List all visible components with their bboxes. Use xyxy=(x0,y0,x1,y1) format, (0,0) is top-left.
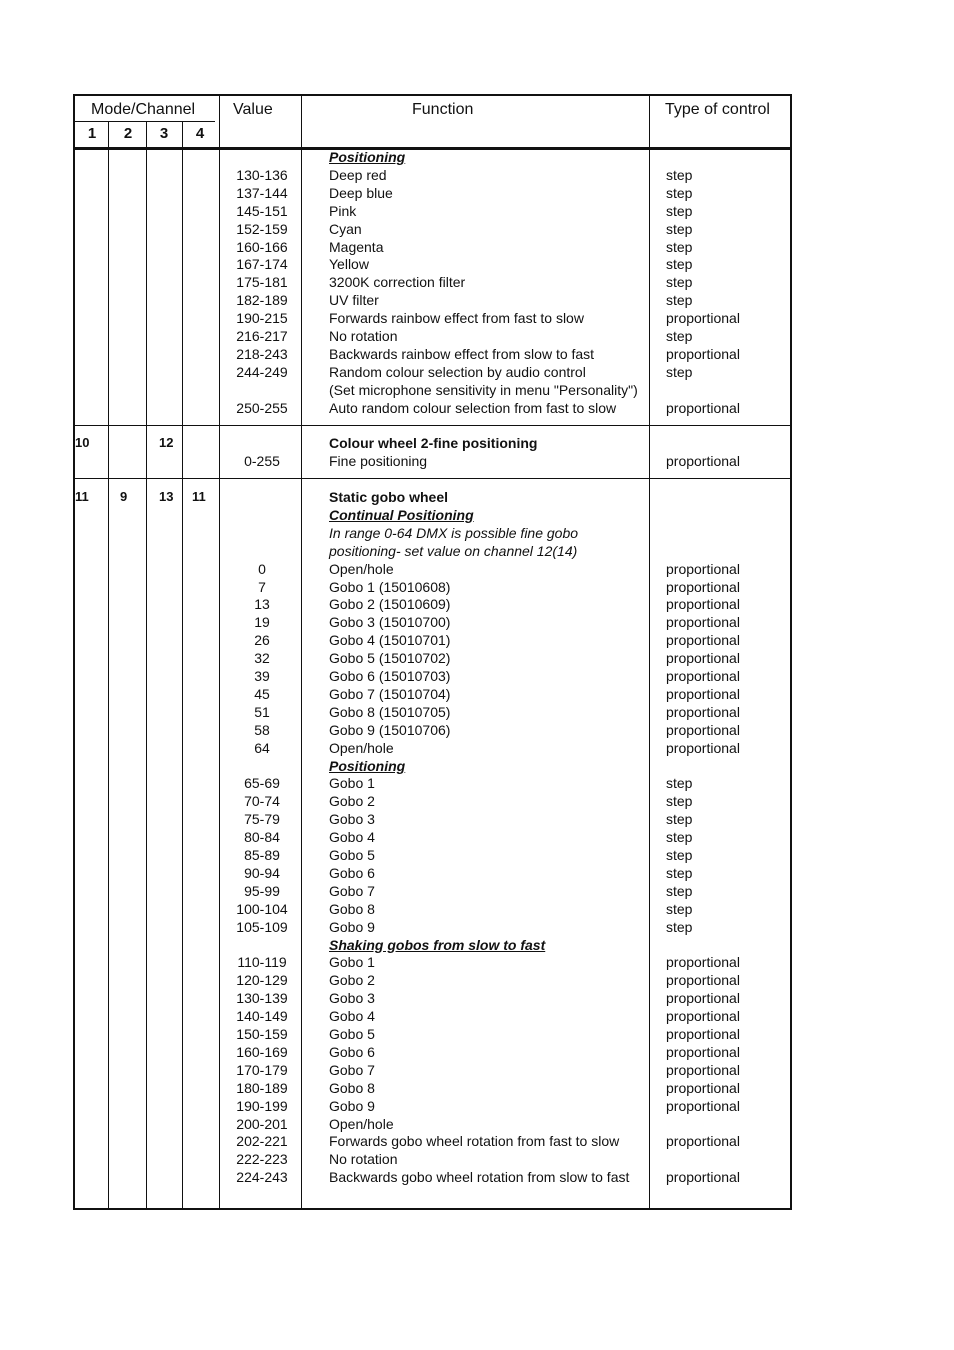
type-cell: proportional xyxy=(666,721,740,738)
table-row xyxy=(75,345,790,363)
value-cell: 170-179 xyxy=(236,1061,288,1078)
value-cell: 75-79 xyxy=(244,811,280,828)
table-row xyxy=(75,900,790,918)
value-cell: 0-255 xyxy=(244,453,280,469)
table-row xyxy=(75,220,790,238)
value-cell: 150-159 xyxy=(236,1026,288,1042)
function-cell: Gobo 8 (15010705) xyxy=(329,703,451,720)
function-cell: Gobo 4 xyxy=(329,1008,375,1025)
type-cell: step xyxy=(666,829,693,846)
function-cell: Gobo 1 (15010608) xyxy=(329,578,451,595)
dmx-channel-table xyxy=(73,94,792,1210)
table-row xyxy=(75,828,790,846)
table-row xyxy=(75,1007,790,1025)
function-cell: Gobo 5 xyxy=(329,1026,375,1042)
function-cell: Gobo 3 xyxy=(329,990,375,1007)
section-divider xyxy=(75,478,790,479)
type-cell: step xyxy=(666,775,693,792)
value-cell: 160-166 xyxy=(236,238,288,255)
function-cell: Backwards gobo wheel rotation from slow to fast xyxy=(329,1169,630,1186)
function-cell: Positioning xyxy=(329,149,406,165)
function-cell: Magenta xyxy=(329,238,384,255)
channel-mode-2: 9 xyxy=(120,489,128,504)
table-row xyxy=(75,774,790,792)
table-row xyxy=(75,452,790,470)
function-cell: Gobo 3 (15010700) xyxy=(329,614,451,631)
table-row xyxy=(75,488,790,506)
channel-mode-1: 10 xyxy=(75,435,90,450)
table-row xyxy=(75,1132,790,1150)
function-cell: Gobo 5 (15010702) xyxy=(329,650,451,667)
type-cell: step xyxy=(666,918,693,935)
value-cell: 222-223 xyxy=(236,1151,288,1168)
function-cell: Gobo 6 xyxy=(329,1043,375,1060)
function-cell: Static gobo wheel xyxy=(329,489,449,505)
function-cell: Positioning xyxy=(329,757,406,774)
function-cell: Gobo 5 xyxy=(329,847,375,863)
function-cell: Gobo 8 xyxy=(329,1079,375,1096)
value-cell: 45 xyxy=(254,685,270,702)
table-row xyxy=(75,506,790,524)
table-row xyxy=(75,882,790,900)
value-cell: 167-174 xyxy=(236,256,288,273)
channel-mode-4: 11 xyxy=(192,489,206,504)
type-cell: step xyxy=(666,292,693,309)
function-cell: UV filter xyxy=(329,292,379,309)
type-cell: proportional xyxy=(666,1026,740,1042)
table-row xyxy=(75,721,790,739)
table-row xyxy=(75,524,790,542)
type-cell: proportional xyxy=(666,453,740,469)
value-cell: 32 xyxy=(254,650,270,667)
table-row xyxy=(75,936,790,954)
table-row xyxy=(75,631,790,649)
type-cell: proportional xyxy=(666,739,740,756)
type-cell: proportional xyxy=(666,1043,740,1060)
function-cell: Fine positioning xyxy=(329,453,428,469)
function-cell: (Set microphone sensitivity in menu "Personality") xyxy=(329,381,638,398)
value-cell: 130-139 xyxy=(236,990,288,1007)
value-cell: 39 xyxy=(254,668,270,684)
value-cell: 95-99 xyxy=(244,882,280,899)
value-cell: 64 xyxy=(254,739,270,756)
value-cell: 105-109 xyxy=(236,918,288,935)
value-cell: 130-136 xyxy=(236,166,288,183)
type-cell: proportional xyxy=(666,345,740,362)
value-cell: 218-243 xyxy=(236,345,288,362)
table-row xyxy=(75,184,790,202)
table-row xyxy=(75,918,790,936)
type-of-control-header: Type of control xyxy=(665,101,770,118)
mode-header-divider xyxy=(75,121,215,122)
type-cell: proportional xyxy=(666,596,740,613)
type-cell: step xyxy=(666,811,693,828)
value-cell: 0 xyxy=(258,560,266,577)
type-cell: proportional xyxy=(666,650,740,667)
function-cell: Gobo 9 xyxy=(329,1097,375,1114)
function-header: Function xyxy=(412,101,474,118)
value-cell: 80-84 xyxy=(244,829,280,846)
function-cell: Auto random colour selection from fast to slow xyxy=(329,399,617,416)
table-row xyxy=(75,864,790,882)
type-cell: proportional xyxy=(666,1097,740,1114)
type-cell: proportional xyxy=(666,685,740,702)
table-row xyxy=(75,273,790,291)
value-cell: 13 xyxy=(254,596,270,613)
function-cell: Gobo 6 (15010703) xyxy=(329,668,451,684)
table-row xyxy=(75,1025,790,1043)
function-cell: Gobo 8 xyxy=(329,900,375,917)
table-row xyxy=(75,685,790,703)
value-cell: 182-189 xyxy=(236,292,288,309)
type-cell: step xyxy=(666,363,693,380)
table-row xyxy=(75,989,790,1007)
value-cell: 190-215 xyxy=(236,310,288,327)
type-cell: step xyxy=(666,864,693,881)
type-cell: step xyxy=(666,256,693,273)
value-cell: 152-159 xyxy=(236,220,288,237)
type-cell: step xyxy=(666,166,693,183)
type-cell: proportional xyxy=(666,1008,740,1025)
table-row xyxy=(75,595,790,613)
type-cell: proportional xyxy=(666,310,740,327)
value-cell: 7 xyxy=(258,578,266,595)
function-cell: Gobo 4 (15010701) xyxy=(329,632,451,649)
function-cell: Deep red xyxy=(329,166,387,183)
value-cell: 190-199 xyxy=(236,1097,288,1114)
function-cell: Open/hole xyxy=(329,560,394,577)
mode-1-header: 1 xyxy=(87,125,97,142)
type-cell: step xyxy=(666,793,693,810)
table-row xyxy=(75,1043,790,1061)
table-row xyxy=(75,810,790,828)
function-cell: Cyan xyxy=(329,220,362,237)
table-row xyxy=(75,542,790,560)
value-header: Value xyxy=(233,101,273,118)
type-cell: proportional xyxy=(666,1169,740,1186)
value-cell: 180-189 xyxy=(236,1079,288,1096)
type-cell: step xyxy=(666,184,693,201)
table-row xyxy=(75,327,790,345)
table-row xyxy=(75,363,790,381)
table-row xyxy=(75,1115,790,1133)
value-cell: 51 xyxy=(254,703,270,720)
table-row xyxy=(75,667,790,685)
value-cell: 160-169 xyxy=(236,1043,288,1060)
table-row xyxy=(75,953,790,971)
function-cell: Gobo 9 (15010706) xyxy=(329,721,451,738)
mode-2-header: 2 xyxy=(123,125,133,142)
channel-mode-1: 11 xyxy=(75,489,89,504)
function-cell: Gobo 7 xyxy=(329,1061,375,1078)
value-cell: 145-151 xyxy=(236,202,288,219)
function-cell: Yellow xyxy=(329,256,369,273)
table-row xyxy=(75,703,790,721)
section-divider xyxy=(75,425,790,426)
function-cell: Gobo 4 xyxy=(329,829,375,846)
table-row xyxy=(75,434,790,452)
value-cell: 58 xyxy=(254,721,270,738)
function-cell: Gobo 1 xyxy=(329,954,375,971)
table-row xyxy=(75,792,790,810)
type-cell: step xyxy=(666,900,693,917)
type-cell: step xyxy=(666,220,693,237)
function-cell: In range 0-64 DMX is possible fine gobo xyxy=(329,524,579,541)
function-cell: No rotation xyxy=(329,328,398,344)
mode-channel-header: Mode/Channel xyxy=(91,101,196,118)
table-row xyxy=(75,238,790,256)
table-row xyxy=(75,578,790,596)
value-cell: 90-94 xyxy=(244,864,280,881)
table-row xyxy=(75,1150,790,1168)
type-cell: proportional xyxy=(666,560,740,577)
function-cell: Gobo 7 (15010704) xyxy=(329,685,451,702)
table-row xyxy=(75,846,790,864)
function-cell: 3200K correction filter xyxy=(329,274,466,291)
function-cell: Shaking gobos from slow to fast xyxy=(329,936,546,953)
type-cell: step xyxy=(666,882,693,899)
function-cell: Open/hole xyxy=(329,1115,394,1132)
value-cell: 19 xyxy=(254,614,270,631)
function-cell: Gobo 1 xyxy=(329,775,375,792)
type-cell: step xyxy=(666,328,693,344)
table-row xyxy=(75,309,790,327)
type-cell: proportional xyxy=(666,990,740,1007)
type-cell: step xyxy=(666,847,693,863)
value-cell: 137-144 xyxy=(236,184,288,201)
function-cell: Random colour selection by audio control xyxy=(329,363,586,380)
value-cell: 70-74 xyxy=(244,793,280,810)
value-cell: 202-221 xyxy=(236,1133,288,1150)
function-cell: Pink xyxy=(329,202,357,219)
function-cell: Gobo 7 xyxy=(329,882,375,899)
function-cell: Gobo 2 xyxy=(329,972,375,989)
table-row xyxy=(75,1061,790,1079)
channel-mode-3: 12 xyxy=(159,435,174,450)
function-cell: Gobo 6 xyxy=(329,864,375,881)
function-cell: Gobo 2 (15010609) xyxy=(329,596,451,613)
table-row xyxy=(75,202,790,220)
function-cell: Gobo 2 xyxy=(329,793,375,810)
table-row xyxy=(75,399,790,417)
value-cell: 85-89 xyxy=(244,847,280,863)
function-cell: Open/hole xyxy=(329,739,394,756)
table-row xyxy=(75,1168,790,1186)
value-cell: 120-129 xyxy=(236,972,288,989)
value-cell: 26 xyxy=(254,632,270,649)
type-cell: proportional xyxy=(666,1061,740,1078)
function-cell: Forwards gobo wheel rotation from fast to slow xyxy=(329,1133,620,1150)
function-cell: Forwards rainbow effect from fast to slow xyxy=(329,310,584,327)
table-row xyxy=(75,148,790,166)
function-cell: Continual Positioning xyxy=(329,506,474,523)
value-cell: 200-201 xyxy=(236,1115,288,1132)
type-cell: proportional xyxy=(666,1133,740,1150)
function-cell: positioning- set value on channel 12(14) xyxy=(329,542,578,559)
value-cell: 175-181 xyxy=(236,274,288,291)
value-cell: 110-119 xyxy=(237,954,287,971)
table-row xyxy=(75,381,790,399)
table-row xyxy=(75,613,790,631)
type-cell: proportional xyxy=(666,399,740,416)
table-row xyxy=(75,757,790,775)
value-cell: 65-69 xyxy=(244,775,280,792)
table-row xyxy=(75,560,790,578)
value-cell: 216-217 xyxy=(236,328,288,344)
type-cell: proportional xyxy=(666,578,740,595)
table-row xyxy=(75,255,790,273)
type-cell: proportional xyxy=(666,614,740,631)
type-cell: step xyxy=(666,274,693,291)
table-row xyxy=(75,166,790,184)
value-cell: 250-255 xyxy=(236,399,288,416)
function-cell: Backwards rainbow effect from slow to fast xyxy=(329,345,595,362)
channel-mode-3: 13 xyxy=(159,489,174,504)
function-cell: Gobo 9 xyxy=(329,918,375,935)
table-row xyxy=(75,971,790,989)
function-cell: Colour wheel 2-fine positioning xyxy=(329,435,538,451)
type-cell: proportional xyxy=(666,668,740,684)
table-row xyxy=(75,291,790,309)
type-cell: step xyxy=(666,238,693,255)
function-cell: Deep blue xyxy=(329,184,393,201)
type-cell: proportional xyxy=(666,972,740,989)
type-cell: step xyxy=(666,202,693,219)
value-cell: 140-149 xyxy=(236,1008,288,1025)
mode-4-header: 4 xyxy=(195,125,205,142)
value-cell: 224-243 xyxy=(236,1169,288,1186)
mode-3-header: 3 xyxy=(159,125,169,142)
value-cell: 100-104 xyxy=(236,900,288,917)
table-row xyxy=(75,649,790,667)
table-row xyxy=(75,1079,790,1097)
type-cell: proportional xyxy=(666,1079,740,1096)
type-cell: proportional xyxy=(666,632,740,649)
function-cell: Gobo 3 xyxy=(329,811,375,828)
table-row xyxy=(75,1097,790,1115)
type-cell: proportional xyxy=(666,703,740,720)
value-cell: 244-249 xyxy=(236,363,288,380)
table-row xyxy=(75,739,790,757)
type-cell: proportional xyxy=(666,954,740,971)
function-cell: No rotation xyxy=(329,1151,398,1168)
